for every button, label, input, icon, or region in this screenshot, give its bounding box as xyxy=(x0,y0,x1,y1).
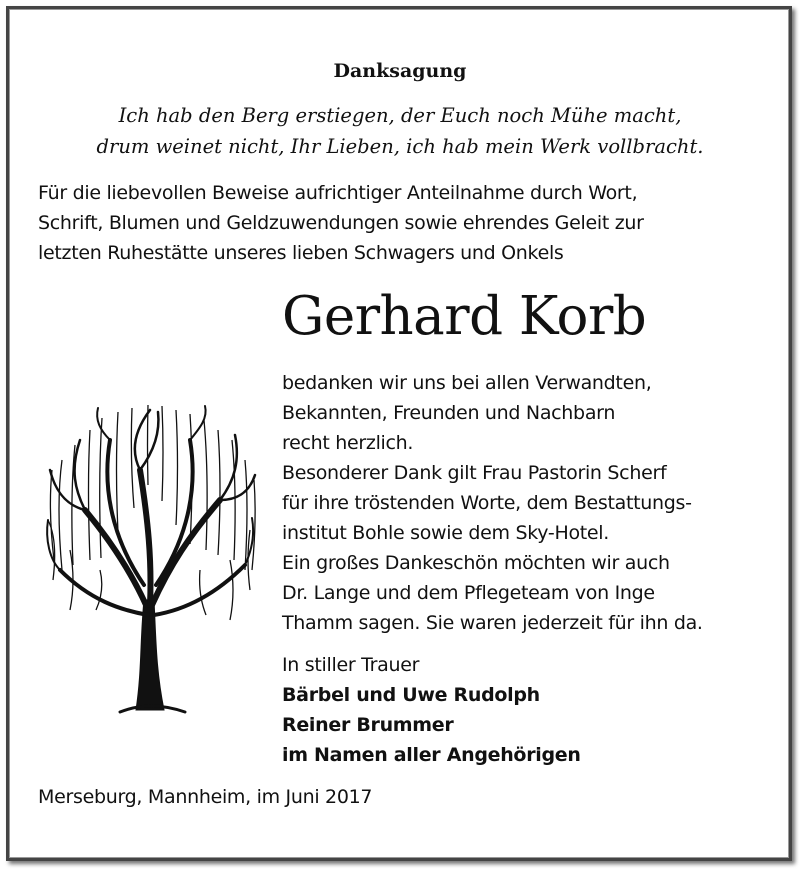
body-line: Thamm sagen. Sie waren jederzeit für ihn da. xyxy=(282,612,703,634)
body-line: institut Bohle sowie dem Sky-Hotel. xyxy=(282,522,610,544)
signature-block xyxy=(282,650,782,770)
place-date: Merseburg, Mannheim, im Juni 2017 xyxy=(38,786,373,808)
signatory: im Namen aller Angehörigen xyxy=(282,744,581,766)
intro-text xyxy=(38,178,778,268)
intro-line: letzten Ruhestätte unseres lieben Schwagers und Onkels xyxy=(38,242,564,264)
poem-line: Ich hab den Berg erstiegen, der Euch noch Mühe macht, xyxy=(118,104,682,127)
body-line: recht herzlich. xyxy=(282,432,414,454)
body-line: Bekannten, Freunden und Nachbarn xyxy=(282,402,616,424)
signatory: Bärbel und Uwe Rudolph xyxy=(282,684,540,706)
poem xyxy=(0,100,800,162)
body-line: Besonderer Dank gilt Frau Pastorin Scherf xyxy=(282,462,667,484)
poem-line: drum weinet nicht, Ihr Lieben, ich hab mein Werk vollbracht. xyxy=(96,135,704,158)
deceased-name: Gerhard Korb xyxy=(282,286,647,347)
intro-line: Für die liebevollen Beweise aufrichtiger Anteilnahme durch Wort, xyxy=(38,182,638,204)
body-line: bedanken wir uns bei allen Verwandten, xyxy=(282,372,652,394)
body-line: für ihre tröstenden Worte, dem Bestattungs- xyxy=(282,492,692,514)
mourning-phrase: In stiller Trauer xyxy=(282,654,420,676)
tree-illustration xyxy=(40,400,260,718)
intro-line: Schrift, Blumen und Geldzuwendungen sowie ehrendes Geleit zur xyxy=(38,212,644,234)
body-line: Ein großes Dankeschön möchten wir auch xyxy=(282,552,670,574)
body-line: Dr. Lange und dem Pflegeteam von Inge xyxy=(282,582,655,604)
heading: Danksagung xyxy=(333,60,467,82)
body-text xyxy=(282,368,782,638)
signatory: Reiner Brummer xyxy=(282,714,454,736)
